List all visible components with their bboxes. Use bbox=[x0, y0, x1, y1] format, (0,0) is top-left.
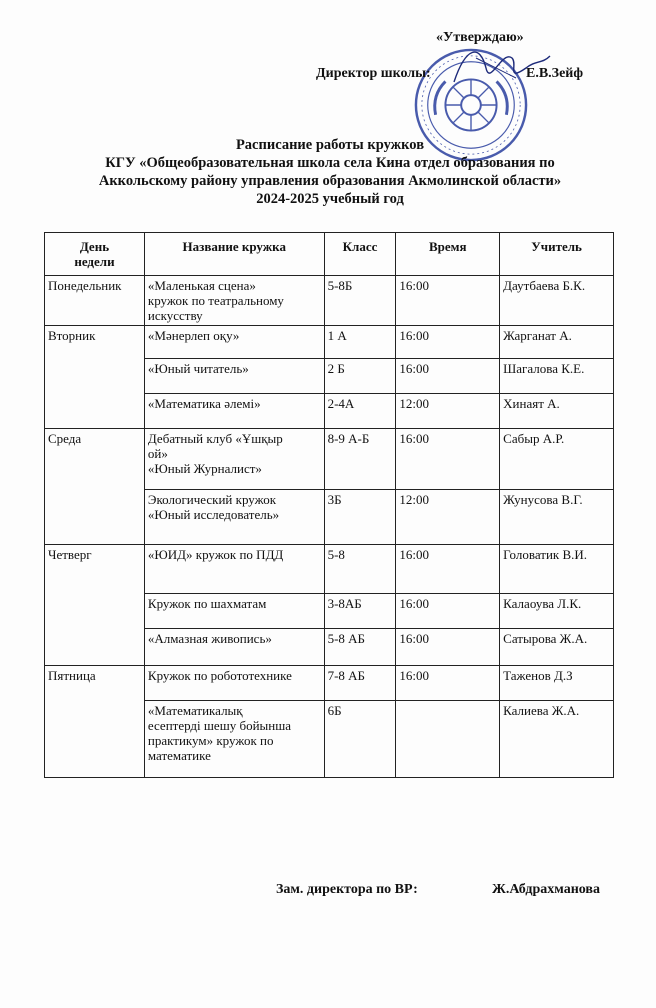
cell-class: 5-8Б bbox=[324, 276, 396, 326]
cell-time: 16:00 bbox=[396, 326, 500, 359]
cell-name: Дебатный клуб «Ұшқыр ой» «Юный Журналист» bbox=[144, 429, 324, 490]
cell-teacher: Жарганат А. bbox=[500, 326, 614, 359]
cell-teacher: Таженов Д.З bbox=[500, 666, 614, 701]
cell-class: 3-8АБ bbox=[324, 594, 396, 629]
cell-time: 16:00 bbox=[396, 629, 500, 666]
header-teacher: Учитель bbox=[500, 233, 614, 276]
cell-class: 5-8 bbox=[324, 545, 396, 594]
header-name: Название кружка bbox=[144, 233, 324, 276]
cell-time: 16:00 bbox=[396, 359, 500, 394]
cell-name: Экологический кружок «Юный исследователь» bbox=[144, 490, 324, 545]
cell-name: «Юный читатель» bbox=[144, 359, 324, 394]
table-row bbox=[45, 326, 614, 359]
cell-name: «Математика әлемі» bbox=[144, 394, 324, 429]
cell-day: Вторник bbox=[45, 326, 145, 429]
cell-class: 5-8 АБ bbox=[324, 629, 396, 666]
header-day: День недели bbox=[45, 233, 145, 276]
table-row bbox=[45, 429, 614, 490]
director-name: Е.В.Зейф bbox=[526, 66, 584, 81]
cell-teacher: Даутбаева Б.К. bbox=[500, 276, 614, 326]
cell-time: 16:00 bbox=[396, 429, 500, 490]
cell-name: «Алмазная живопись» bbox=[144, 629, 324, 666]
cell-name: Кружок по шахматам bbox=[144, 594, 324, 629]
title-line-2: КГУ «Общеобразовательная школа села Кина отдел образования по bbox=[105, 155, 555, 171]
title-line-4: 2024-2025 учебный год bbox=[256, 191, 404, 207]
table-row bbox=[45, 276, 614, 326]
title-line-3: Аккольскому району управления образования Акмолинской области» bbox=[98, 173, 562, 189]
cell-class: 2 Б bbox=[324, 359, 396, 394]
schedule-table bbox=[44, 232, 614, 778]
cell-name: «Маленькая сцена» кружок по театральному искусству bbox=[144, 276, 324, 326]
cell-name: «ЮИД» кружок по ПДД bbox=[144, 545, 324, 594]
cell-name: Кружок по робототехнике bbox=[144, 666, 324, 701]
cell-class: 7-8 АБ bbox=[324, 666, 396, 701]
title-line-1: Расписание работы кружков bbox=[235, 137, 425, 153]
cell-class: 8-9 А-Б bbox=[324, 429, 396, 490]
cell-teacher: Головатик В.И. bbox=[500, 545, 614, 594]
cell-day: Среда bbox=[45, 429, 145, 545]
cell-teacher: Жунусова В.Г. bbox=[500, 490, 614, 545]
cell-name: «Математикалық есептерді шешу бойынша практикум» кружок по математике bbox=[144, 701, 324, 778]
cell-class: 2-4А bbox=[324, 394, 396, 429]
deputy-director-role: Зам. директора по ВР: bbox=[276, 882, 418, 897]
cell-time: 16:00 bbox=[396, 594, 500, 629]
cell-time: 16:00 bbox=[396, 545, 500, 594]
cell-day: Пятница bbox=[45, 666, 145, 778]
cell-class: 1 А bbox=[324, 326, 396, 359]
cell-time: 16:00 bbox=[396, 276, 500, 326]
cell-teacher: Хинаят А. bbox=[500, 394, 614, 429]
cell-teacher: Калиева Ж.А. bbox=[500, 701, 614, 778]
cell-time bbox=[396, 701, 500, 778]
document-title bbox=[40, 136, 620, 208]
approve-label: «Утверждаю» bbox=[436, 30, 524, 45]
header-time: Время bbox=[396, 233, 500, 276]
table-row bbox=[45, 666, 614, 701]
cell-time: 16:00 bbox=[396, 666, 500, 701]
cell-teacher: Калаоува Л.К. bbox=[500, 594, 614, 629]
cell-day: Четверг bbox=[45, 545, 145, 666]
table-header-row bbox=[45, 233, 614, 276]
cell-time: 12:00 bbox=[396, 490, 500, 545]
header-class: Класс bbox=[324, 233, 396, 276]
deputy-director-name: Ж.Абдрахманова bbox=[492, 882, 600, 897]
cell-class: 3Б bbox=[324, 490, 396, 545]
director-role: Директор школы: bbox=[316, 66, 431, 81]
table-row bbox=[45, 545, 614, 594]
cell-day: Понедельник bbox=[45, 276, 145, 326]
cell-teacher: Сабыр А.Р. bbox=[500, 429, 614, 490]
cell-teacher: Шагалова К.Е. bbox=[500, 359, 614, 394]
cell-teacher: Сатырова Ж.А. bbox=[500, 629, 614, 666]
cell-time: 12:00 bbox=[396, 394, 500, 429]
cell-name: «Мәнерлеп оқу» bbox=[144, 326, 324, 359]
cell-class: 6Б bbox=[324, 701, 396, 778]
